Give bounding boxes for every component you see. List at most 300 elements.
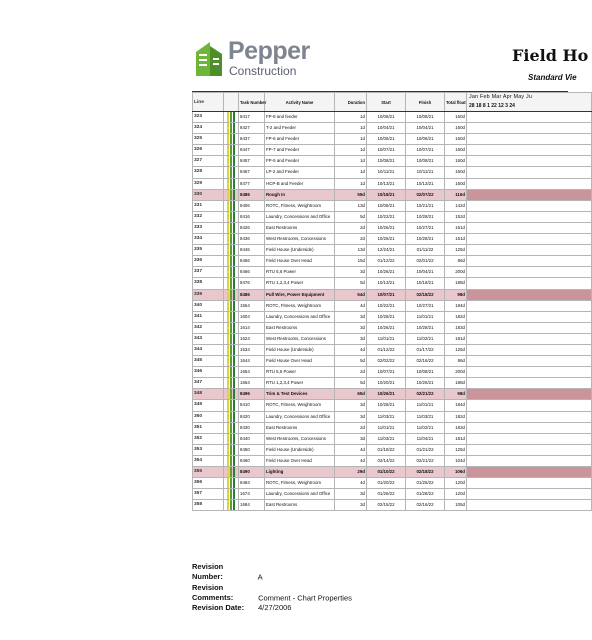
row-line-number: 349 <box>193 400 224 411</box>
row-start: 10/22/21 <box>367 300 406 311</box>
row-task-number: 8476 <box>239 278 265 289</box>
table-row[interactable] <box>193 222 592 233</box>
wbs-level-bar <box>233 478 235 488</box>
schedule-table <box>192 92 592 511</box>
row-total-float: 86d <box>445 356 467 367</box>
table-row[interactable] <box>193 378 592 389</box>
row-timeline <box>467 211 592 222</box>
wbs-level-bar <box>230 334 232 344</box>
row-activity-name: FP-8 and feeder <box>265 112 335 123</box>
row-duration: 3d <box>335 489 367 500</box>
col-line[interactable]: Line <box>193 93 224 112</box>
wbs-level-bar <box>227 456 229 466</box>
wbs-level-bar <box>230 234 232 244</box>
row-start: 10/04/21 <box>367 123 406 134</box>
row-total-float: 183d <box>445 322 467 333</box>
pepper-logo <box>194 37 314 80</box>
wbs-level-bar <box>227 167 229 177</box>
row-duration: 2d <box>335 222 367 233</box>
wbs-level-bar <box>233 389 235 399</box>
row-wbs-band <box>224 444 239 455</box>
row-finish: 02/16/22 <box>406 500 445 511</box>
summary-row[interactable] <box>193 189 592 200</box>
row-wbs-band <box>224 145 239 156</box>
revision-comments-value: Comment - Chart Properties <box>258 592 352 602</box>
table-row[interactable] <box>193 433 592 444</box>
row-line-number: 339 <box>193 289 224 300</box>
revision-footer <box>192 562 352 613</box>
row-line-number: 352 <box>193 433 224 444</box>
row-task-number: 8427 <box>239 123 265 134</box>
row-activity-name: East Restrooms <box>265 422 335 433</box>
row-duration: 4d <box>335 444 367 455</box>
row-task-number: 8490 <box>239 467 265 478</box>
table-row[interactable] <box>193 333 592 344</box>
row-total-float: 142d <box>445 200 467 211</box>
row-start: 10/13/21 <box>367 178 406 189</box>
row-timeline <box>467 112 592 123</box>
wbs-level-bar <box>233 212 235 222</box>
wbs-level-bar <box>227 500 229 510</box>
wbs-level-bar <box>230 167 232 177</box>
row-timeline <box>467 411 592 422</box>
col-task-number[interactable]: Task Number <box>239 93 265 112</box>
table-row[interactable] <box>193 278 592 289</box>
row-finish: 10/08/21 <box>406 112 445 123</box>
row-duration: 1d <box>335 123 367 134</box>
wbs-level-bar <box>227 278 229 288</box>
table-row[interactable] <box>193 145 592 156</box>
row-line-number: 331 <box>193 200 224 211</box>
row-task-number: 1614 <box>239 322 265 333</box>
row-activity-name: RTU 1,2,3,4 Power <box>265 378 335 389</box>
row-start: 10/08/21 <box>367 200 406 211</box>
row-line-number: 337 <box>193 267 224 278</box>
table-row[interactable] <box>193 300 592 311</box>
row-activity-name: West Restrooms, Concessions <box>265 234 335 245</box>
row-total-float: 152d <box>445 211 467 222</box>
row-timeline <box>467 489 592 500</box>
row-finish: 10/07/21 <box>406 145 445 156</box>
row-duration: 4d <box>335 300 367 311</box>
row-activity-name: FP-7 and Feeder <box>265 145 335 156</box>
row-wbs-band <box>224 333 239 344</box>
row-timeline <box>467 267 592 278</box>
table-row[interactable] <box>193 478 592 489</box>
wbs-level-bar <box>233 367 235 377</box>
wbs-level-bar <box>233 167 235 177</box>
row-line-number: 330 <box>193 189 224 200</box>
row-wbs-band <box>224 189 239 200</box>
wbs-level-bar <box>227 323 229 333</box>
row-timeline <box>467 333 592 344</box>
row-activity-name: Field House Over Head <box>265 356 335 367</box>
wbs-level-bar <box>233 500 235 510</box>
row-timeline <box>467 389 592 400</box>
wbs-level-bar <box>227 145 229 155</box>
row-wbs-band <box>224 500 239 511</box>
table-row[interactable] <box>193 356 592 367</box>
row-activity-name: ROTC, Fitness, Weightroom <box>265 400 335 411</box>
row-line-number: 346 <box>193 367 224 378</box>
timeline-months: Jan Feb Mar Apr May Ju <box>469 94 533 100</box>
col-duration[interactable]: Duration <box>335 93 367 112</box>
wbs-level-bar <box>230 345 232 355</box>
wbs-level-bar <box>230 245 232 255</box>
row-timeline <box>467 467 592 478</box>
wbs-level-bar <box>233 223 235 233</box>
row-task-number: 8416 <box>239 211 265 222</box>
row-task-number: 8457 <box>239 156 265 167</box>
table-row[interactable] <box>193 178 592 189</box>
row-start: 02/15/22 <box>367 500 406 511</box>
wbs-level-bar <box>227 123 229 133</box>
summary-row[interactable] <box>193 389 592 400</box>
wbs-level-bar <box>227 212 229 222</box>
row-timeline <box>467 245 592 256</box>
wbs-level-bar <box>230 190 232 200</box>
row-duration: 1d <box>335 145 367 156</box>
wbs-level-bar <box>227 389 229 399</box>
row-duration: 1d <box>335 167 367 178</box>
row-task-number: 8436 <box>239 234 265 245</box>
row-line-number: 354 <box>193 455 224 466</box>
row-timeline <box>467 500 592 511</box>
row-start: 11/01/21 <box>367 422 406 433</box>
document-subtitle: Standard Vie <box>528 73 577 82</box>
row-total-float: 184d <box>445 300 467 311</box>
row-task-number: 8440 <box>239 433 265 444</box>
row-start: 10/08/21 <box>367 112 406 123</box>
row-duration: 3d <box>335 433 367 444</box>
row-total-float: 98d <box>445 389 467 400</box>
wbs-level-bar <box>230 412 232 422</box>
row-finish: 11/02/21 <box>406 333 445 344</box>
wbs-level-bar <box>230 123 232 133</box>
table-row[interactable] <box>193 267 592 278</box>
row-duration: 1d <box>335 156 367 167</box>
row-task-number: 1564 <box>239 300 265 311</box>
row-task-number: 8496 <box>239 389 265 400</box>
row-duration: 15d <box>335 256 367 267</box>
table-row[interactable] <box>193 344 592 355</box>
summary-row[interactable] <box>193 289 592 300</box>
col-activity[interactable]: Activity Name <box>265 93 335 112</box>
table-row[interactable] <box>193 156 592 167</box>
row-activity-name: FP-5 and Feeder <box>265 156 335 167</box>
row-task-number: 1604 <box>239 311 265 322</box>
wbs-level-bar <box>233 179 235 189</box>
row-start: 01/18/22 <box>367 444 406 455</box>
wbs-level-bar <box>233 190 235 200</box>
table-row[interactable] <box>193 455 592 466</box>
row-finish: 01/11/22 <box>406 245 445 256</box>
row-start: 10/28/21 <box>367 311 406 322</box>
row-task-number: 8486 <box>239 289 265 300</box>
row-timeline <box>467 367 592 378</box>
row-finish: 02/18/22 <box>406 289 445 300</box>
row-line-number: 335 <box>193 245 224 256</box>
wbs-level-bar <box>233 489 235 499</box>
row-duration: 3d <box>335 500 367 511</box>
row-duration: 55d <box>335 189 367 200</box>
row-timeline <box>467 256 592 267</box>
row-line-number: 340 <box>193 300 224 311</box>
table-row[interactable] <box>193 367 592 378</box>
row-finish: 11/03/21 <box>406 411 445 422</box>
col-wbs-band <box>224 93 239 112</box>
row-timeline <box>467 322 592 333</box>
row-start: 10/11/21 <box>367 167 406 178</box>
row-finish: 10/04/21 <box>406 267 445 278</box>
row-start: 01/10/22 <box>367 467 406 478</box>
row-task-number: 8447 <box>239 145 265 156</box>
row-finish: 11/01/21 <box>406 311 445 322</box>
wbs-level-bar <box>227 367 229 377</box>
table-row[interactable] <box>193 167 592 178</box>
row-total-float: 181d <box>445 433 467 444</box>
row-wbs-band <box>224 433 239 444</box>
wbs-level-bar <box>233 123 235 133</box>
row-total-float: 151d <box>445 222 467 233</box>
revision-comments-line <box>192 583 352 604</box>
row-line-number: 327 <box>193 156 224 167</box>
row-finish: 02/18/22 <box>406 467 445 478</box>
row-timeline <box>467 311 592 322</box>
row-duration: 5d <box>335 356 367 367</box>
row-start: 10/06/21 <box>367 134 406 145</box>
table-row[interactable] <box>193 311 592 322</box>
row-total-float: 125d <box>445 245 467 256</box>
row-wbs-band <box>224 356 239 367</box>
row-total-float: 160d <box>445 134 467 145</box>
wbs-level-bar <box>233 345 235 355</box>
row-line-number: 329 <box>193 178 224 189</box>
row-line-number: 332 <box>193 211 224 222</box>
row-line-number: 324 <box>193 123 224 134</box>
row-wbs-band <box>224 222 239 233</box>
table-row[interactable] <box>193 211 592 222</box>
row-line-number: 323 <box>193 112 224 123</box>
table-row[interactable] <box>193 123 592 134</box>
row-task-number: 8456 <box>239 256 265 267</box>
wbs-level-bar <box>233 412 235 422</box>
row-line-number: 353 <box>193 444 224 455</box>
summary-row[interactable] <box>193 467 592 478</box>
row-total-float: 160d <box>445 178 467 189</box>
row-duration: 3d <box>335 311 367 322</box>
wbs-level-bar <box>230 156 232 166</box>
row-finish: 10/27/21 <box>406 222 445 233</box>
wbs-level-bar <box>227 434 229 444</box>
row-activity-name: West Restrooms, Concessions <box>265 333 335 344</box>
wbs-level-bar <box>230 290 232 300</box>
row-timeline <box>467 400 592 411</box>
row-start: 10/26/21 <box>367 234 406 245</box>
wbs-level-bar <box>227 478 229 488</box>
row-wbs-band <box>224 178 239 189</box>
row-start: 10/18/21 <box>367 189 406 200</box>
row-start: 10/26/21 <box>367 389 406 400</box>
row-activity-name: West Restrooms, Concessions <box>265 433 335 444</box>
wbs-level-bar <box>230 201 232 211</box>
row-activity-name: Field House (Underside) <box>265 245 335 256</box>
row-wbs-band <box>224 267 239 278</box>
row-total-float: 188d <box>445 278 467 289</box>
table-row[interactable] <box>193 322 592 333</box>
wbs-level-bar <box>227 412 229 422</box>
wbs-level-bar <box>227 356 229 366</box>
row-activity-name: Field House Over Head <box>265 256 335 267</box>
row-task-number: 1674 <box>239 489 265 500</box>
row-wbs-band <box>224 200 239 211</box>
row-activity-name: ROTC, Fitness, Weightroom <box>265 478 335 489</box>
row-start: 10/22/21 <box>367 211 406 222</box>
row-duration: 64d <box>335 289 367 300</box>
row-timeline <box>467 156 592 167</box>
row-duration: 3d <box>335 267 367 278</box>
wbs-level-bar <box>230 278 232 288</box>
wbs-level-bar <box>233 234 235 244</box>
table-row[interactable] <box>193 400 592 411</box>
wbs-level-bar <box>227 400 229 410</box>
wbs-level-bar <box>230 179 232 189</box>
row-duration: 1d <box>335 112 367 123</box>
row-total-float: 116d <box>445 189 467 200</box>
row-total-float: 120d <box>445 489 467 500</box>
wbs-level-bar <box>230 467 232 477</box>
table-row[interactable] <box>193 200 592 211</box>
row-activity-name: Pull Wire, Power Equipment <box>265 289 335 300</box>
wbs-level-bar <box>227 179 229 189</box>
table-row[interactable] <box>193 134 592 145</box>
row-task-number: 8450 <box>239 444 265 455</box>
wbs-level-bar <box>230 301 232 311</box>
row-start: 10/26/21 <box>367 222 406 233</box>
row-start: 10/13/21 <box>367 278 406 289</box>
wbs-level-bar <box>233 145 235 155</box>
row-line-number: 338 <box>193 278 224 289</box>
row-duration: 5d <box>335 278 367 289</box>
row-duration: 4d <box>335 455 367 466</box>
table-row[interactable] <box>193 489 592 500</box>
row-timeline <box>467 344 592 355</box>
schedule-body <box>193 112 592 511</box>
row-line-number: 351 <box>193 422 224 433</box>
wbs-level-bar <box>227 334 229 344</box>
wbs-level-bar <box>227 345 229 355</box>
wbs-level-bar <box>230 400 232 410</box>
table-row[interactable] <box>193 256 592 267</box>
row-task-number: 8484 <box>239 478 265 489</box>
row-activity-name: Laundry, Concessions and Office <box>265 311 335 322</box>
wbs-level-bar <box>227 312 229 322</box>
wbs-level-bar <box>233 245 235 255</box>
row-wbs-band <box>224 123 239 134</box>
row-wbs-band <box>224 256 239 267</box>
row-start: 11/03/21 <box>367 411 406 422</box>
row-start: 01/12/22 <box>367 256 406 267</box>
table-row[interactable] <box>193 112 592 123</box>
revision-date-label: Revision Date: <box>192 603 245 613</box>
row-total-float: 160d <box>445 167 467 178</box>
wbs-level-bar <box>227 112 229 122</box>
row-line-number: 358 <box>193 500 224 511</box>
wbs-level-bar <box>233 290 235 300</box>
revision-date-line <box>192 603 352 613</box>
table-row[interactable] <box>193 245 592 256</box>
row-task-number: 8426 <box>239 222 265 233</box>
wbs-level-bar <box>233 378 235 388</box>
wbs-level-bar <box>233 334 235 344</box>
revision-comments-label: Revision Comments: <box>192 582 234 602</box>
table-row[interactable] <box>193 422 592 433</box>
row-total-float: 200d <box>445 367 467 378</box>
wbs-level-bar <box>230 378 232 388</box>
wbs-level-bar <box>230 223 232 233</box>
wbs-level-bar <box>233 445 235 455</box>
wbs-level-bar <box>233 112 235 122</box>
row-wbs-band <box>224 300 239 311</box>
col-total-float[interactable]: Total float <box>445 93 467 112</box>
row-finish: 10/06/21 <box>406 134 445 145</box>
wbs-level-bar <box>233 434 235 444</box>
col-start[interactable]: Start <box>367 93 406 112</box>
col-finish[interactable]: Finish <box>406 93 445 112</box>
wbs-level-bar <box>230 356 232 366</box>
row-duration: 5d <box>335 378 367 389</box>
row-activity-name: East Restrooms <box>265 222 335 233</box>
wbs-level-bar <box>227 445 229 455</box>
row-finish: 01/17/22 <box>406 344 445 355</box>
table-row[interactable] <box>193 411 592 422</box>
row-total-float: 151d <box>445 234 467 245</box>
row-finish: 10/28/21 <box>406 322 445 333</box>
row-start: 01/20/22 <box>367 478 406 489</box>
wbs-level-bar <box>230 267 232 277</box>
row-task-number: 1654 <box>239 367 265 378</box>
table-row[interactable] <box>193 500 592 511</box>
row-finish: 01/25/22 <box>406 478 445 489</box>
row-line-number: 341 <box>193 311 224 322</box>
row-activity-name: FP-6 and Feeder <box>265 134 335 145</box>
row-timeline <box>467 178 592 189</box>
row-total-float: 105d <box>445 500 467 511</box>
wbs-level-bar <box>227 201 229 211</box>
wbs-level-bar <box>233 256 235 266</box>
row-timeline <box>467 222 592 233</box>
row-line-number: 350 <box>193 411 224 422</box>
table-row[interactable] <box>193 444 592 455</box>
wbs-level-bar <box>230 489 232 499</box>
row-total-float: 160d <box>445 145 467 156</box>
row-timeline <box>467 300 592 311</box>
table-row[interactable] <box>193 234 592 245</box>
wbs-level-bar <box>227 245 229 255</box>
row-task-number: 8486 <box>239 189 265 200</box>
row-start: 10/07/21 <box>367 367 406 378</box>
row-wbs-band <box>224 367 239 378</box>
wbs-level-bar <box>233 301 235 311</box>
row-start: 01/26/22 <box>367 489 406 500</box>
row-line-number: 326 <box>193 145 224 156</box>
row-timeline <box>467 422 592 433</box>
row-total-float: 125d <box>445 344 467 355</box>
row-activity-name: RTU 5,6 Power <box>265 267 335 278</box>
row-timeline <box>467 123 592 134</box>
revision-number-value: A <box>257 572 263 582</box>
row-total-float: 160d <box>445 123 467 134</box>
